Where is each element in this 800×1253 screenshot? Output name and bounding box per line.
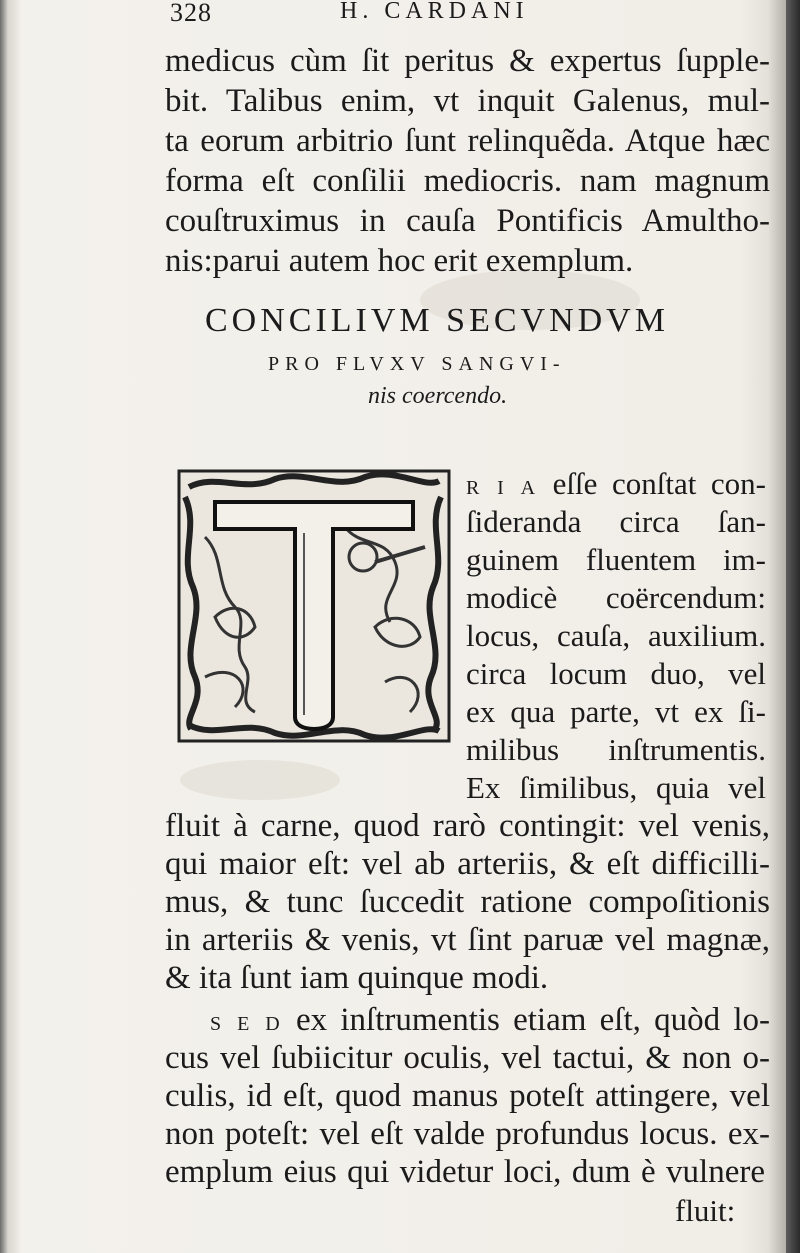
text-line: forma eſt conſilii mediocris. nam magnum — [165, 163, 770, 199]
section-heading: CONCILIVM SECVNDVM — [205, 302, 669, 339]
decorated-initial — [175, 467, 453, 745]
text-fragment: ex inſtrumentis etiam eſt, quòd lo- — [282, 1002, 770, 1038]
text-line: in arteriis & venis, vt ſint paruæ vel magnæ, — [165, 922, 770, 958]
section-subheading: PRO FLVXV SANGVI- — [268, 353, 566, 375]
text-line: nis:parui autem hoc erit exemplum. — [165, 243, 634, 279]
text-line: milibus inſtrumentis. — [466, 732, 766, 767]
text-line: medicus cùm ſit peritus & expertus ſupple- — [165, 43, 770, 79]
page-edge-shadow — [786, 0, 800, 1253]
text-line: ta eorum arbitrio ſunt relinquẽda. Atque hæc — [165, 123, 770, 159]
paragraph-lead: S E D — [210, 1013, 283, 1035]
text-line: bit. Talibus enim, vt inquit Galenus, mul- — [165, 83, 770, 119]
decorated-initial-image — [175, 467, 453, 745]
text-line: cus vel ſubiicitur oculis, vel tactui, & non o- — [165, 1040, 770, 1076]
text-line: Ex ſimilibus, quia vel — [466, 770, 766, 805]
paper-stain — [180, 760, 340, 800]
text-line: ſideranda circa ſan- — [466, 504, 766, 539]
text-line: culis, id eſt, quod manus poteſt attingere, vel — [165, 1078, 770, 1114]
text-line: couſtruximus in cauſa Pontificis Amultho- — [165, 203, 770, 239]
text-line: fluit à carne, quod rarò contingit: vel venis, — [165, 808, 770, 844]
text-line: emplum eius qui videtur loci, dum è vulnere — [165, 1154, 765, 1190]
running-title: H. CARDANI — [340, 0, 529, 24]
text-line: mus, & tunc ſuccedit ratione compoſitionis — [165, 884, 770, 920]
page-number: 328 — [170, 0, 212, 27]
text-line: guinem fluentem im- — [466, 542, 766, 577]
catchword: fluit: — [675, 1193, 736, 1228]
text-line: non poteſt: vel eſt valde profundus locus. ex- — [165, 1116, 770, 1152]
running-head — [170, 0, 770, 30]
text-line — [466, 465, 766, 507]
text-line — [210, 1001, 770, 1043]
text-line: locus, cauſa, auxilium. — [466, 618, 766, 653]
initial-continuation: R I A — [466, 477, 539, 499]
text-fragment: eſſe conſtat con- — [538, 466, 766, 501]
text-line: & ita ſunt iam quinque modi. — [165, 960, 549, 996]
section-subheading-italic: nis coercendo. — [368, 383, 508, 409]
text-line: modicè coërcendum: — [466, 580, 766, 615]
text-line: qui maior eſt: vel ab arteriis, & eſt difficilli- — [165, 846, 770, 882]
text-line: circa locum duo, vel — [466, 656, 766, 691]
text-line: ex qua parte, vt ex ſi- — [466, 694, 766, 729]
